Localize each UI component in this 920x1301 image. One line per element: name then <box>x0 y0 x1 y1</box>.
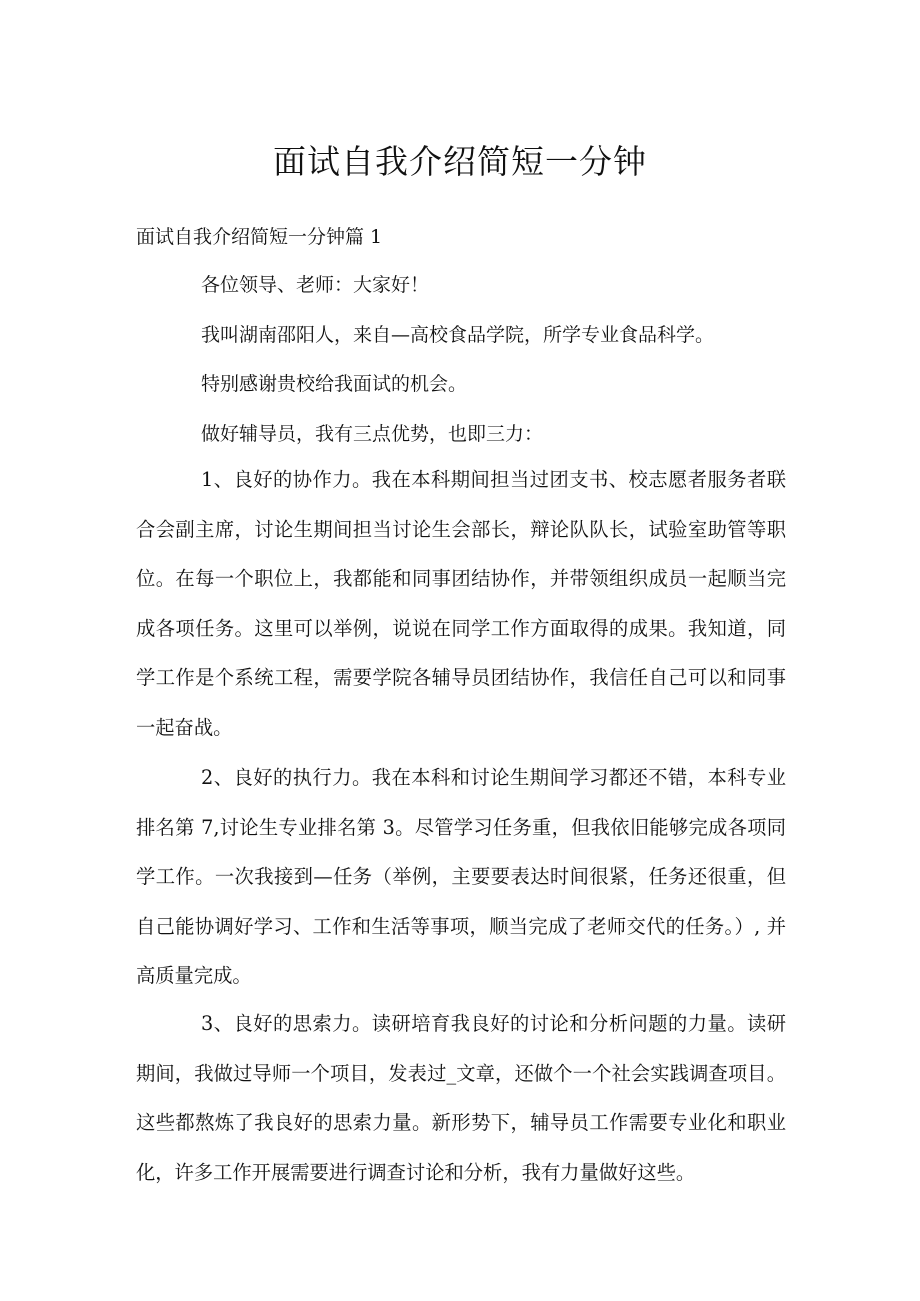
point-1-paragraph: 1、良好的协作力。我在本科期间担当过团支书、校志愿者服务者联合会副主席，讨论生期间担当讨论生会部长，辩论队队长，试验室助管等职位。在每一个职位上，我都能和同事团结协作，并带领组织成员一起顺当完成各项任务。这里可以举例，说说在同学工作方面取得的成果。我知道，同学工作是个系统工程，需要学院各辅导员团结协作，我信任自己可以和同事一起奋战。 <box>136 468 786 739</box>
intro-line: 我叫湖南邵阳人，来自—高校食品学院，所学专业食品科学。 <box>201 324 715 346</box>
thanks-line: 特别感谢贵校给我面试的机会。 <box>201 373 468 395</box>
point-2-paragraph: 2、良好的执行力。我在本科和讨论生期间学习都还不错，本科专业排名第 7,讨论生专业排名第 3。尽管学习任务重，但我依旧能够完成各项同学工作。一次我接到—任务（举例，主要要表达时间很紧，任务还很重，但自己能协调好学习、工作和生活等事项，顺当完成了老师交代的任务。）, 并高质量完成。 <box>136 766 786 988</box>
document-title: 面试自我介绍简短一分钟 <box>273 142 647 181</box>
section-subtitle: 面试自我介绍简短一分钟篇 1 <box>136 226 383 248</box>
greeting-line: 各位领导、老师：大家好！ <box>201 274 430 296</box>
lead-line: 做好辅导员，我有三点优势，也即三力： <box>201 423 544 445</box>
point-3-paragraph: 3、良好的思索力。读研培育我良好的讨论和分析问题的力量。读研期间，我做过导师一个项目，发表过_文章，还做个一个社会实践调查项目。这些都熬炼了我良好的思索力量。新形势下，辅导员工作需要专业化和职业化，许多工作开展需要进行调查讨论和分析，我有力量做好这些。 <box>136 1012 786 1184</box>
